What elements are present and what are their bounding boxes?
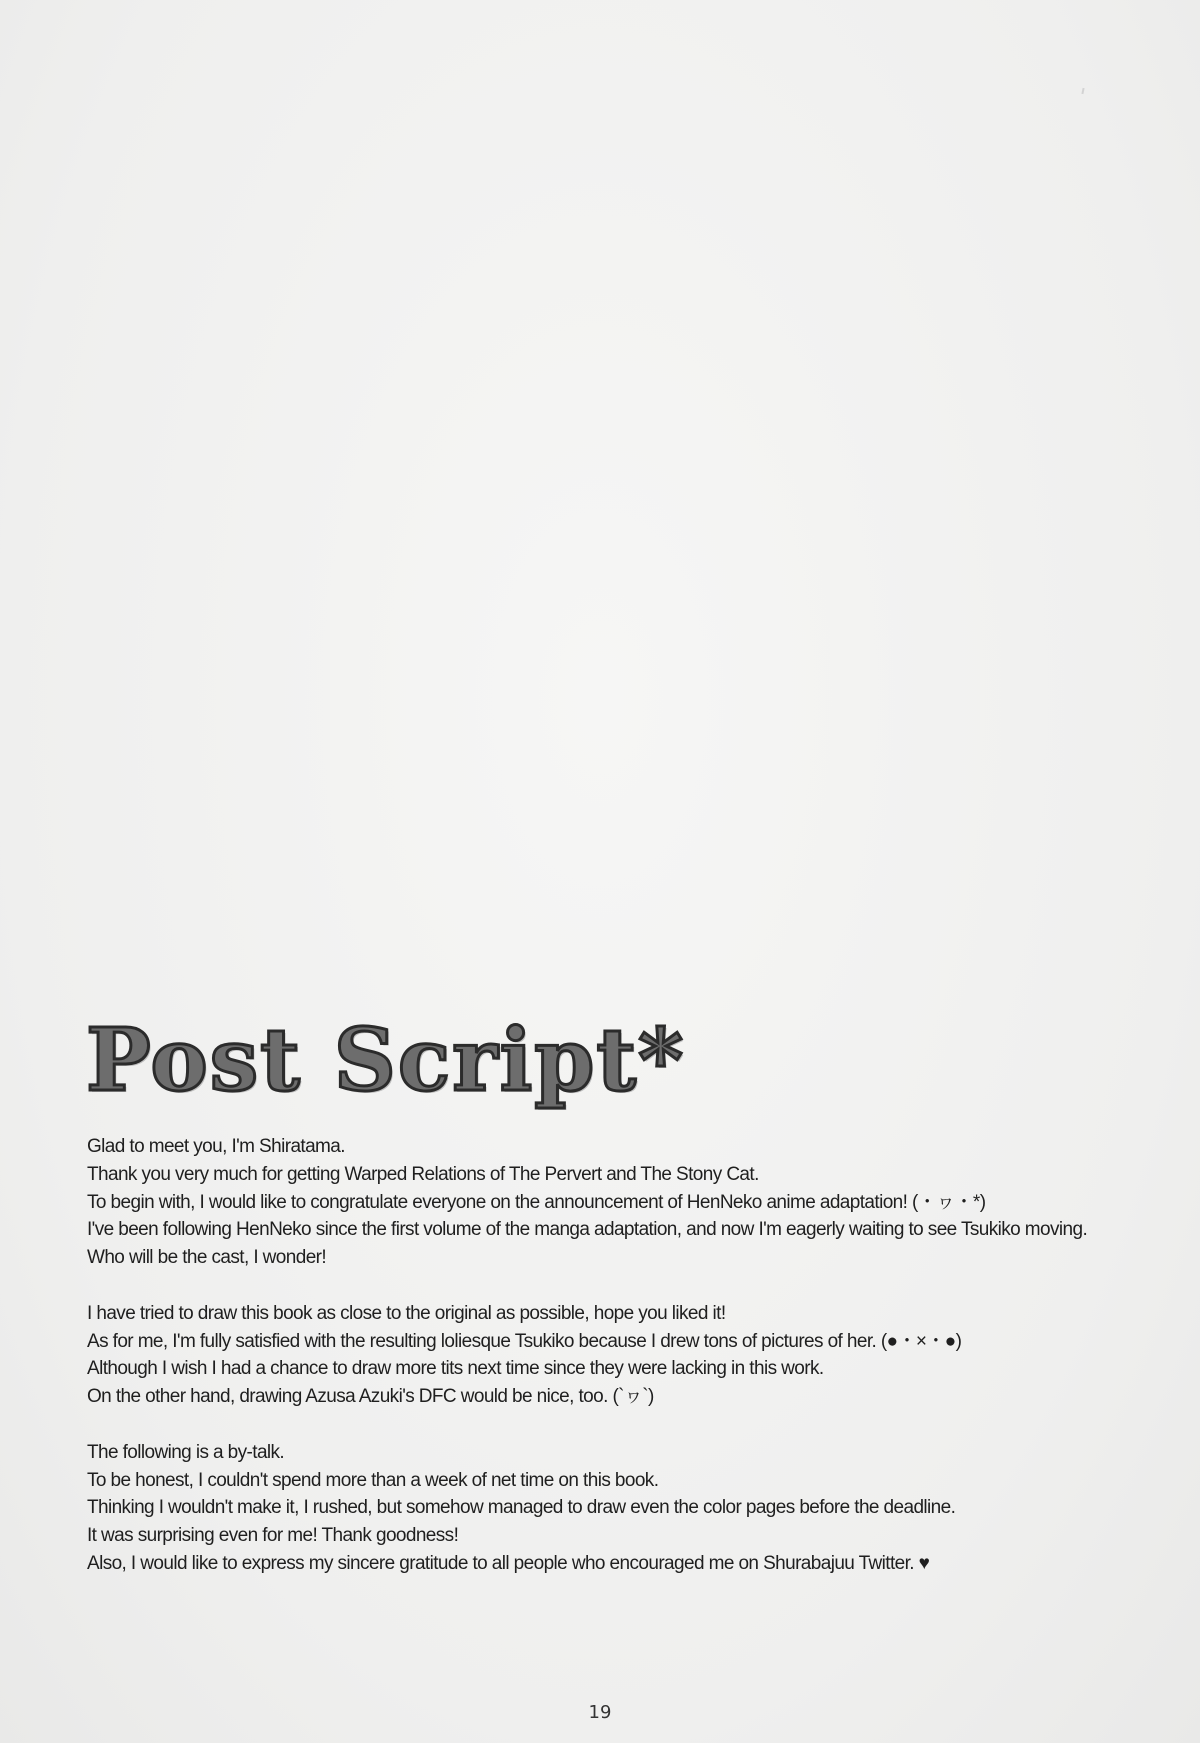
page-number: 19 (588, 1702, 612, 1723)
text-line: I have tried to draw this book as close to the original as possible, hope you liked it! (87, 1302, 726, 1324)
text-line: Although I wish I had a chance to draw more tits next time since they were lacking in this work. (87, 1358, 824, 1380)
paper-speck (1081, 88, 1084, 94)
text-line: As for me, I'm fully satisfied with the resulting loliesque Tsukiko because I drew tons of pictures of her. (●・×・●) (87, 1330, 962, 1352)
page-title: Post Script* (86, 1010, 686, 1111)
paragraph-1 (87, 1133, 1127, 1272)
text-line: Who will be the cast, I wonder! (87, 1247, 327, 1269)
paragraph-3 (87, 1439, 1127, 1578)
postscript-body (87, 1133, 1127, 1606)
text-line: The following is a by-talk. (87, 1441, 285, 1463)
text-line: Thank you very much for getting Warped Relations of The Pervert and The Stony Cat. (87, 1163, 759, 1185)
text-line: On the other hand, drawing Azusa Azuki's DFC would be nice, too. (`ヮ`) (87, 1386, 654, 1408)
text-line: Glad to meet you, I'm Shiratama. (87, 1136, 345, 1157)
text-line: Also, I would like to express my sincere gratitude to all people who encouraged me on Shurabajuu Twitter. ♥ (87, 1552, 930, 1574)
text-line: Thinking I wouldn't make it, I rushed, but somehow managed to draw even the color pages before the deadline. (87, 1497, 956, 1519)
text-line: It was surprising even for me! Thank goodness! (87, 1525, 459, 1547)
text-line: I've been following HenNeko since the first volume of the manga adaptation, and now I'm eagerly waiting to see Tsukiko moving. (87, 1219, 1088, 1241)
text-line: To be honest, I couldn't spend more than a week of net time on this book. (87, 1469, 659, 1491)
paragraph-2 (87, 1300, 1127, 1411)
text-line: To begin with, I would like to congratulate everyone on the announcement of HenNeko anime adaptation! (・ヮ・*) (87, 1191, 986, 1213)
